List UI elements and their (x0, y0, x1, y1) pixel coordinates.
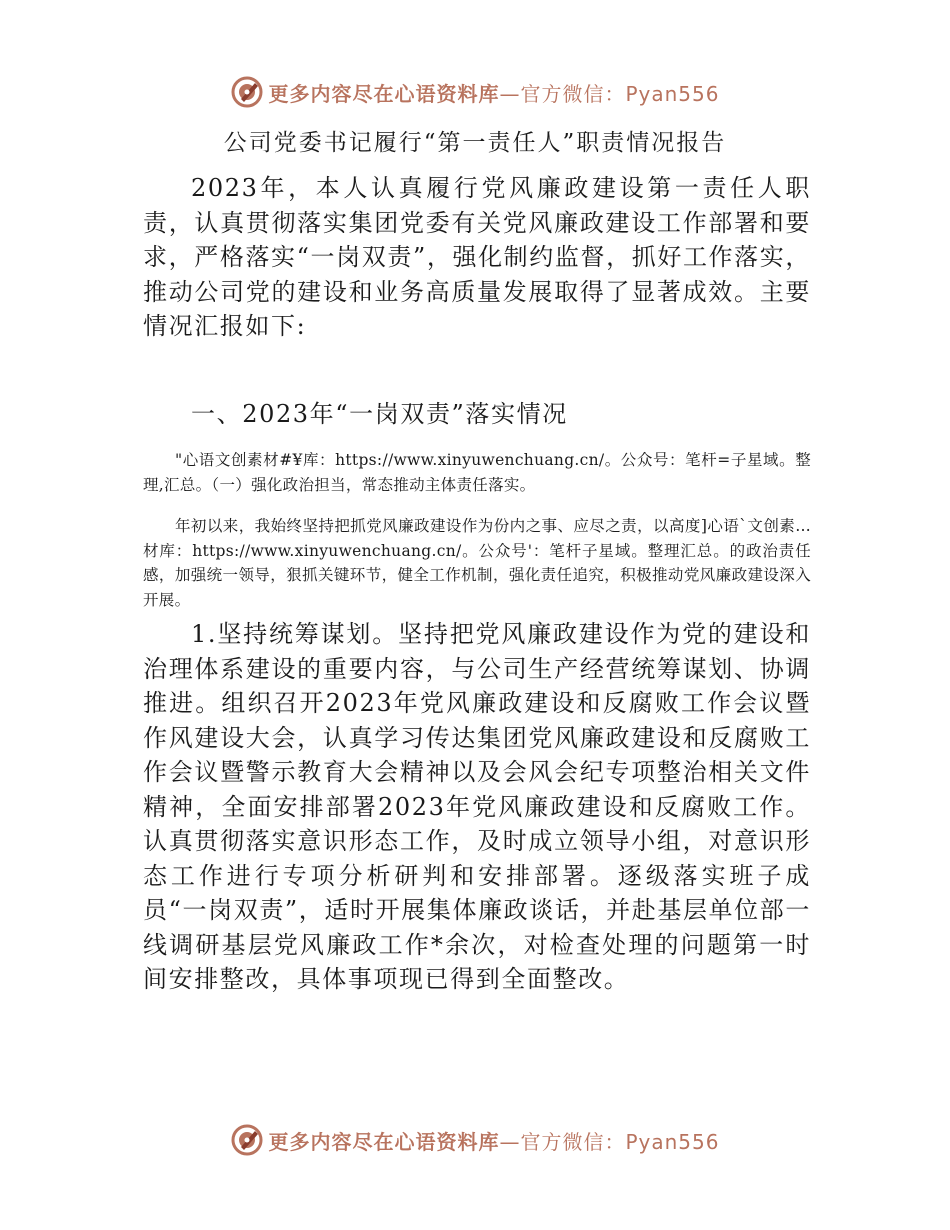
watermark-note-paragraph: "心语文创素材#¥库：https://www.xinyuwenchuang.cn/。公众号：笔杆=子星域。整理,汇总。（一）强化政治担当，常态推动主体责任落实。 (143, 451, 811, 494)
intro-paragraph: 2023年，本人认真履行党风廉政建设第一责任人职责，认真贯彻落实集团党委有关党风廉政建设工作部署和要求，严格落实“一岗双责”，强化制约监督，抓好工作落实，推动公司党的建设和业务高质量发展取得了显著成效。主要情况汇报如下: (143, 174, 811, 340)
watermark-banner-bottom (0, 1120, 950, 1160)
watermark-banner-top (0, 72, 950, 112)
watermark-text: 更多内容尽在心语资料库—官方微信：Pyan556 (268, 1129, 720, 1154)
point-1-paragraph: 1.坚持统筹谋划。坚持把党风廉政建设作为党的建设和治理体系建设的重要内容，与公司生产经营统筹谋划、协调推进。组织召开2023年党风廉政建设和反腐败工作会议暨作风建设大会，认真学习传达集团党风廉政建设和反腐败工作会议暨警示教育大会精神以及会风会纪专项整治相关文件精神，全面安排部署2023年党风廉政建设和反腐败工作。认真贯彻落实意识形态工作，及时成立领导小组，对意识形态工作进行专项分析研判和安排部署。逐级落实班子成员“一岗双责”，适时开展集体廉政谈话，并赴基层单位部一线调研基层党风廉政工作*余次，对检查处理的问题第一时间安排整改，具体事项现已得到全面整改。 (143, 620, 811, 993)
pen-nib-logo-icon (230, 75, 264, 109)
watermark-text: 更多内容尽在心语资料库—官方微信：Pyan556 (268, 81, 720, 106)
document-title: 公司党委书记履行“第一责任人”职责情况报告 (223, 130, 727, 156)
pen-nib-logo-icon (230, 1123, 264, 1157)
body-paragraph-small: 年初以来，我始终坚持把抓党风廉政建设作为份内之事、应尽之责，以高度]心语`文创素…材库：https://www.xinyuwenchuang.cn/。公众号'：笔杆子星域。整理汇总。的政治责任感，加强统一领导，狠抓关键环节，健全工作机制，强化责任追究，积极推动党风廉政建设深入开展。 (143, 517, 811, 609)
section-heading: 一、2023年“一岗双责”落实情况 (191, 400, 568, 428)
